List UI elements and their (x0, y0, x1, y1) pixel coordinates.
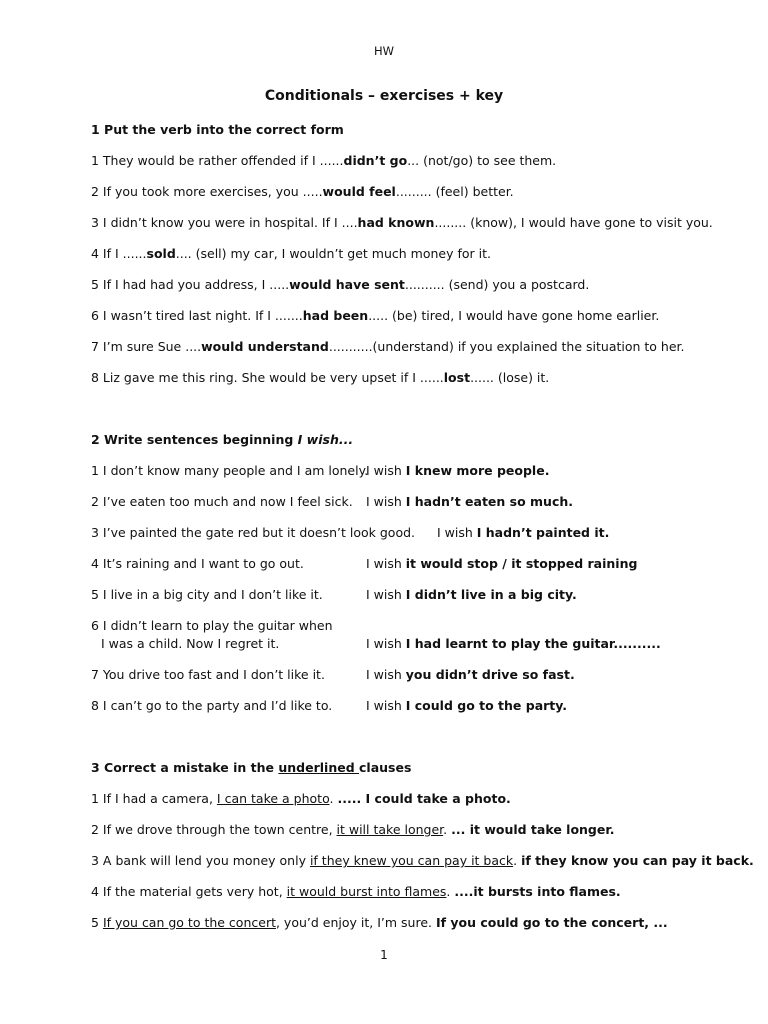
s1-item-8-answer: lost (443, 370, 471, 385)
s1-item-3-rest: ........ (know), I would have gone to visit you. (434, 215, 713, 230)
s3-item-4 (91, 884, 621, 900)
section-3-heading-text: 3 Correct a mistake in the (91, 760, 279, 775)
s3-item-4-mid: . (446, 884, 455, 899)
s3-item-2-underlined: it will take longer (336, 822, 444, 837)
s1-item-7-text: 7 I’m sure Sue .... (91, 339, 202, 354)
s1-item-1-rest: ... (not/go) to see them. (407, 153, 557, 168)
s3-item-1-text: 1 If I had a camera, (91, 791, 217, 806)
s1-item-3-answer: had known (357, 215, 435, 230)
s2-item-7-answer-line (366, 667, 575, 683)
s1-item-6-text: 6 I wasn’t tired last night. If I ....... (91, 308, 303, 323)
s1-item-8-rest: ...... (lose) it. (470, 370, 550, 385)
s1-item-5 (91, 277, 589, 293)
s2-item-8-question: 8 I can’t go to the party and I’d like to. (91, 698, 333, 713)
s3-item-4-answer: ....it bursts into flames. (454, 884, 621, 899)
s3-item-5-mid: , you’d enjoy it, I’m sure. (275, 915, 436, 930)
s3-item-3-underlined: if they knew you can pay it back (309, 853, 514, 868)
s1-item-7-answer: would understand (201, 339, 329, 354)
s2-item-5-wish: I wish (366, 587, 406, 602)
s1-item-2-text: 2 If you took more exercises, you ..... (91, 184, 323, 199)
s3-item-3-answer: if they know you can pay it back. (521, 853, 754, 868)
s1-item-6-answer: had been (302, 308, 369, 323)
s2-item-7-answer: you didn’t drive so fast. (405, 667, 575, 682)
s2-item-6-question: 6 I didn’t learn to play the guitar when (91, 618, 333, 633)
s1-item-5-answer: would have sent (289, 277, 405, 292)
s1-item-7-rest: ...........(understand) if you explained the situation to her. (328, 339, 685, 354)
s2-item-2-wish: I wish (366, 494, 406, 509)
s1-item-4-rest: .... (sell) my car, I wouldn’t get much money for it. (175, 246, 491, 261)
s1-item-7 (91, 339, 685, 355)
s2-item-5-answer-line (366, 587, 577, 603)
s1-item-2-rest: ......... (feel) better. (395, 184, 514, 199)
section-1-heading: 1 Put the verb into the correct form (91, 122, 344, 137)
s3-item-1-underlined: I can take a photo (216, 791, 330, 806)
s3-item-3-text: 3 A bank will lend you money only (91, 853, 310, 868)
s2-item-1-wish: I wish (366, 463, 406, 478)
s1-item-2 (91, 184, 514, 200)
s2-item-8-wish: I wish (366, 698, 406, 713)
page-header: HW (373, 44, 395, 58)
section-2-heading-emphasis: I wish... (297, 432, 354, 447)
section-2-heading (91, 432, 353, 448)
s2-item-5-question: 5 I live in a big city and I don’t like it. (91, 587, 323, 602)
s1-item-8-text: 8 Liz gave me this ring. She would be very upset if I ...... (91, 370, 444, 385)
s3-item-2-mid: . (443, 822, 452, 837)
s1-item-3 (91, 215, 713, 231)
s2-item-4-wish: I wish (366, 556, 406, 571)
s2-item-3-question (91, 525, 609, 541)
s1-item-4 (91, 246, 491, 262)
s3-item-1-answer: ..... I could take a photo. (337, 791, 511, 806)
s3-item-5-underlined: If you can go to the concert (102, 915, 276, 930)
section-2-heading-text: 2 Write sentences beginning (91, 432, 298, 447)
page-title: Conditionals – exercises + key (264, 88, 504, 104)
s2-item-4-answer: it would stop / it stopped raining (405, 556, 638, 571)
s1-item-1 (91, 153, 556, 169)
s1-item-1-text: 1 They would be rather offended if I ...... (91, 153, 344, 168)
s1-item-8 (91, 370, 549, 386)
s2-item-2-question: 2 I’ve eaten too much and now I feel sick. (91, 494, 353, 509)
section-3-heading-underlined: underlined (278, 760, 359, 775)
s3-item-4-underlined: it would burst into flames (286, 884, 447, 899)
page-number: 1 (380, 948, 388, 962)
s2-item-3-wish: I wish (437, 525, 477, 540)
s3-item-1 (91, 791, 511, 807)
s1-item-6 (91, 308, 659, 324)
s1-item-4-text: 4 If I ...... (91, 246, 147, 261)
s2-item-1-answer-line (366, 463, 549, 479)
s3-item-1-mid: . (329, 791, 338, 806)
s2-item-2-answer: I hadn’t eaten so much. (405, 494, 574, 509)
s2-item-7-wish: I wish (366, 667, 406, 682)
s1-item-4-answer: sold (146, 246, 176, 261)
s1-item-5-rest: .......... (send) you a postcard. (404, 277, 590, 292)
s3-item-3 (91, 853, 754, 869)
s2-item-4-answer-line (366, 556, 637, 572)
s1-item-2-answer: would feel (322, 184, 396, 199)
s3-item-4-text: 4 If the material gets very hot, (91, 884, 287, 899)
section-3-heading (91, 760, 411, 776)
s2-item-4-question: 4 It’s raining and I want to go out. (91, 556, 304, 571)
s2-item-2-answer-line (366, 494, 573, 510)
s2-item-1-question: 1 I don’t know many people and I am lonely. (91, 463, 369, 478)
s2-item-8-answer-line (366, 698, 567, 714)
s2-item-5-answer: I didn’t live in a big city. (405, 587, 577, 602)
section-3-heading-rest: clauses (359, 760, 412, 775)
s2-item-6-question-cont: I was a child. Now I regret it. (101, 636, 280, 651)
s2-item-3-question-text: 3 I’ve painted the gate red but it doesn’t look good. (91, 525, 415, 540)
s1-item-3-text: 3 I didn’t know you were in hospital. If I .... (91, 215, 358, 230)
s3-item-2 (91, 822, 614, 838)
s3-item-5-text: 5 (91, 915, 103, 930)
s1-item-6-rest: ..... (be) tired, I would have gone home earlier. (368, 308, 660, 323)
s3-item-2-answer: ... it would take longer. (451, 822, 615, 837)
s2-item-8-answer: I could go to the party. (405, 698, 568, 713)
s2-item-7-question: 7 You drive too fast and I don’t like it. (91, 667, 325, 682)
s3-item-5 (91, 915, 668, 931)
s3-item-3-mid: . (513, 853, 522, 868)
s2-item-6-wish: I wish (366, 636, 406, 651)
s2-item-1-answer: I knew more people. (405, 463, 550, 478)
s1-item-1-answer: didn’t go (343, 153, 408, 168)
s3-item-5-answer: If you could go to the concert, ... (435, 915, 668, 930)
s2-item-3-answer: I hadn’t painted it. (476, 525, 610, 540)
s3-item-2-text: 2 If we drove through the town centre, (91, 822, 337, 837)
s2-item-6-answer-line (366, 636, 661, 652)
s2-item-6-answer: I had learnt to play the guitar.......... (405, 636, 661, 651)
s1-item-5-text: 5 If I had had you address, I ..... (91, 277, 290, 292)
